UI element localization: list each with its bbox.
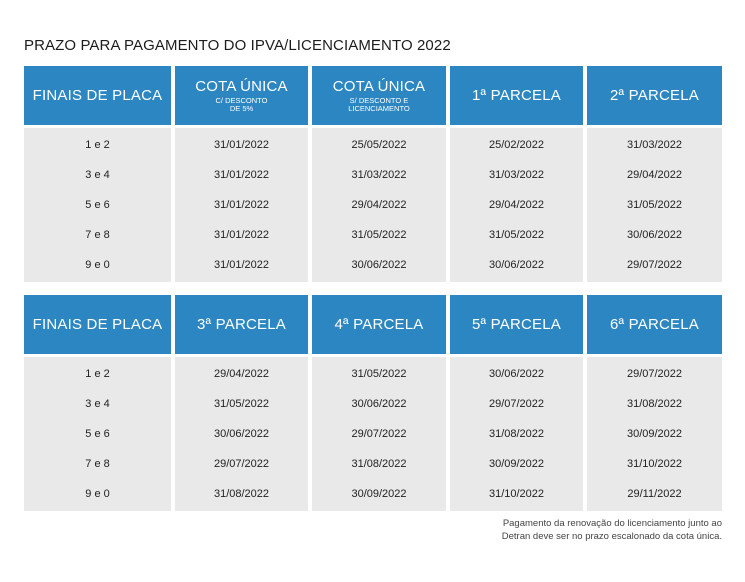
- table-body: [24, 357, 722, 511]
- table-cell: 5 e 6: [85, 428, 110, 440]
- column-cota-unica-sem-desconto: [312, 128, 446, 282]
- header-label: 1ª PARCELA: [472, 87, 561, 104]
- table-header-row: [24, 295, 722, 354]
- table-cell: 29/07/2022: [626, 259, 683, 271]
- table-cell: 31/08/2022: [626, 398, 683, 410]
- table-cell: 29/07/2022: [626, 368, 683, 380]
- table-cell: 30/09/2022: [488, 458, 545, 470]
- table-cell: 7 e 8: [85, 458, 110, 470]
- sub-line: DE 5%: [229, 104, 254, 113]
- table-cell: 30/06/2022: [626, 229, 683, 241]
- table-cell: 31/10/2022: [488, 488, 545, 500]
- table-cell: 31/10/2022: [626, 458, 683, 470]
- sub-line: S/ DESCONTO E: [349, 95, 409, 105]
- table-cell: 29/07/2022: [488, 398, 545, 410]
- header-label: 2ª PARCELA: [610, 87, 699, 104]
- table-cell: 31/01/2022: [213, 199, 270, 211]
- footnote-line: Detran deve ser no prazo escalonado da cota única.: [501, 530, 722, 542]
- table-cell: 29/04/2022: [213, 368, 270, 380]
- table-cell: 7 e 8: [85, 229, 110, 241]
- header-1a-parcela: [450, 66, 583, 125]
- table-cell: 9 e 0: [85, 488, 110, 500]
- table-cell: 31/01/2022: [213, 259, 270, 271]
- header-label: 5ª PARCELA: [472, 316, 561, 333]
- table-cell: 25/05/2022: [351, 139, 407, 151]
- header-cota-unica-sem-desconto: [312, 66, 446, 125]
- header-5a-parcela: [450, 295, 583, 354]
- table-cell: 3 e 4: [85, 398, 110, 410]
- schedule-table-2: [24, 295, 722, 511]
- table-cell: 29/07/2022: [213, 458, 270, 470]
- table-body: [24, 128, 722, 282]
- table-cell: 1 e 2: [85, 139, 110, 151]
- column-1a-parcela: [450, 128, 583, 282]
- table-cell: 3 e 4: [85, 169, 110, 181]
- footnote: [502, 518, 722, 543]
- header-4a-parcela: [312, 295, 446, 354]
- header-finais-de-placa: [24, 295, 171, 354]
- header-cota-unica-com-desconto: [175, 66, 308, 125]
- table-cell: 31/01/2022: [213, 139, 270, 151]
- table-cell: 31/08/2022: [488, 428, 545, 440]
- table-cell: 30/06/2022: [488, 259, 545, 271]
- header-label: 3ª PARCELA: [197, 316, 286, 333]
- header-label: FINAIS DE PLACA: [32, 87, 163, 104]
- header-6a-parcela: [587, 295, 722, 354]
- table-cell: 31/05/2022: [351, 368, 407, 380]
- header-label: 6ª PARCELA: [610, 316, 699, 333]
- column-3a-parcela: [175, 357, 308, 511]
- table-cell: 31/01/2022: [213, 169, 270, 181]
- table-cell: 31/03/2022: [351, 169, 407, 181]
- table-cell: 31/03/2022: [488, 169, 545, 181]
- table-cell: 31/03/2022: [626, 139, 683, 151]
- column-5a-parcela: [450, 357, 583, 511]
- table-cell: 5 e 6: [85, 199, 110, 211]
- table-cell: 30/06/2022: [213, 428, 270, 440]
- column-finais: [24, 128, 171, 282]
- table-cell: 31/08/2022: [213, 488, 270, 500]
- table-cell: 29/04/2022: [351, 199, 407, 211]
- table-cell: 31/05/2022: [351, 229, 407, 241]
- table-cell: 31/05/2022: [213, 398, 270, 410]
- header-finais-de-placa: [24, 66, 171, 125]
- column-6a-parcela: [587, 357, 722, 511]
- column-2a-parcela: [587, 128, 722, 282]
- table-cell: 30/06/2022: [488, 368, 545, 380]
- table-cell: 29/11/2022: [627, 488, 682, 500]
- table-cell: 29/07/2022: [351, 428, 407, 440]
- table-cell: 25/02/2022: [488, 139, 545, 151]
- column-4a-parcela: [312, 357, 446, 511]
- table-cell: 30/09/2022: [351, 488, 407, 500]
- header-sublabel: [348, 97, 410, 114]
- column-finais: [24, 357, 171, 511]
- table-cell: 31/01/2022: [213, 229, 270, 241]
- header-3a-parcela: [175, 295, 308, 354]
- table-cell: 30/09/2022: [626, 428, 683, 440]
- table-cell: 30/06/2022: [351, 259, 407, 271]
- table-header-row: [24, 66, 722, 125]
- header-sublabel: [216, 97, 268, 114]
- header-label: FINAIS DE PLACA: [32, 316, 163, 333]
- schedule-table-1: [24, 66, 722, 282]
- table-cell: 31/05/2022: [488, 229, 545, 241]
- footnote-line: Pagamento da renovação do licenciamento junto ao: [502, 518, 722, 529]
- header-2a-parcela: [587, 66, 722, 125]
- sub-line: C/ DESCONTO: [215, 95, 268, 105]
- header-label: COTA ÚNICA: [332, 77, 426, 95]
- table-cell: 31/08/2022: [351, 458, 407, 470]
- page-title: PRAZO PARA PAGAMENTO DO IPVA/LICENCIAMENTO 2022: [24, 37, 451, 54]
- column-cota-unica-com-desconto: [175, 128, 308, 282]
- table-cell: 9 e 0: [85, 259, 110, 271]
- header-label: COTA ÚNICA: [195, 77, 288, 95]
- header-label: 4ª PARCELA: [334, 316, 424, 333]
- table-cell: 29/04/2022: [626, 169, 683, 181]
- table-cell: 30/06/2022: [351, 398, 407, 410]
- sub-line: LICENCIAMENTO: [348, 104, 410, 113]
- table-cell: 31/05/2022: [626, 199, 683, 211]
- table-cell: 1 e 2: [85, 368, 110, 380]
- table-cell: 29/04/2022: [488, 199, 545, 211]
